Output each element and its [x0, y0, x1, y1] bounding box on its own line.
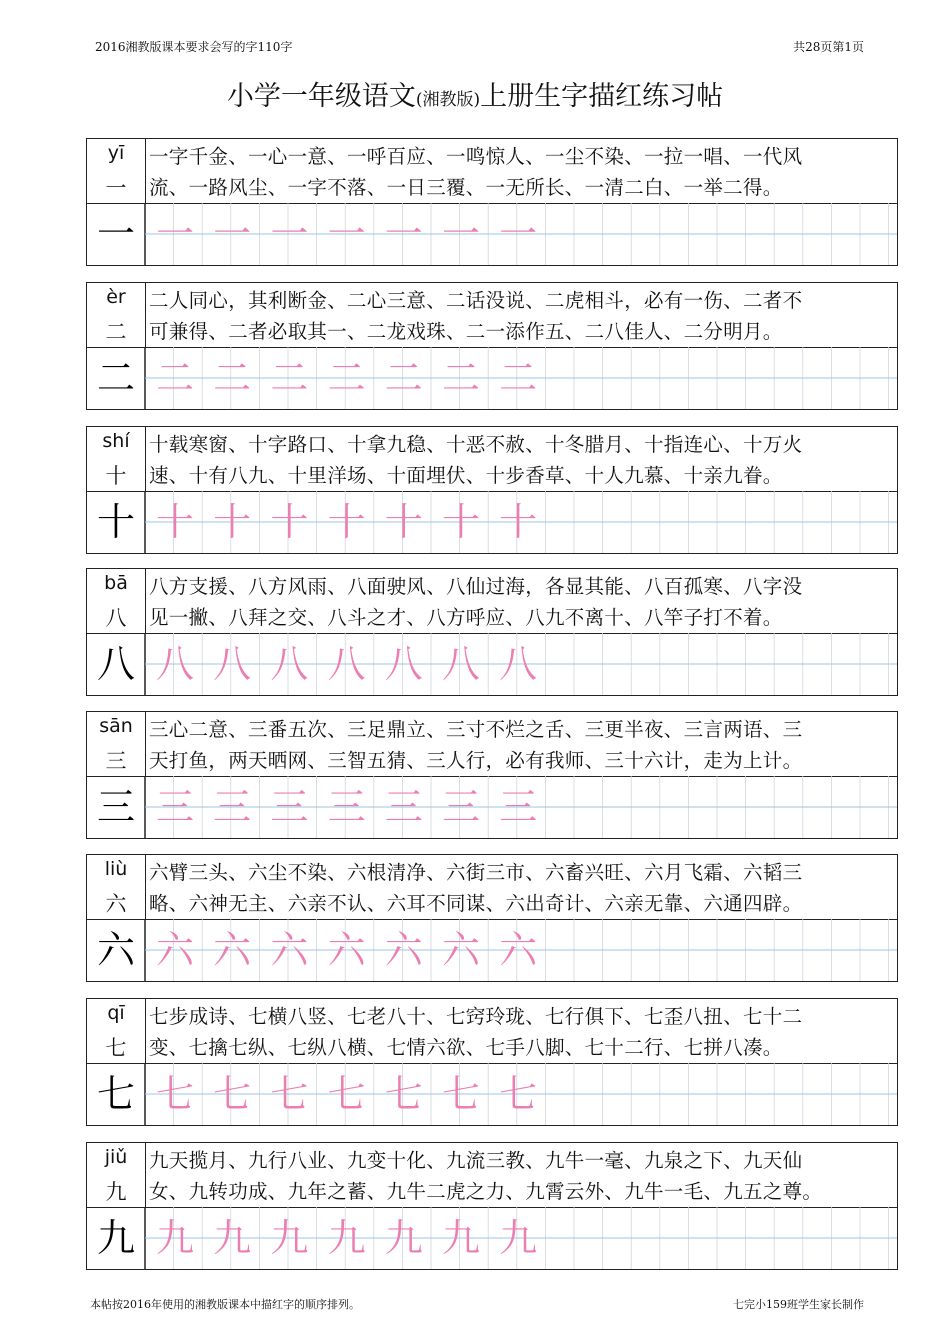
- character-label: 八: [105, 606, 127, 630]
- writing-practice-row: [87, 203, 897, 265]
- trace-character[interactable]: 七: [384, 1072, 423, 1116]
- trace-character[interactable]: 二: [499, 356, 538, 400]
- pinyin-cell: [87, 855, 146, 919]
- character-label: 七: [105, 1036, 127, 1060]
- idiom-line: 三心二意、三番五次、三足鼎立、三寸不烂之舌、三更半夜、三言两语、三: [149, 718, 803, 741]
- character-label: 三: [105, 749, 127, 773]
- model-character: 十: [96, 500, 135, 544]
- trace-character[interactable]: 七: [155, 1072, 194, 1116]
- trace-character[interactable]: 三: [270, 785, 309, 829]
- model-character: 八: [96, 642, 135, 686]
- trace-character[interactable]: 九: [270, 1216, 309, 1260]
- trace-character[interactable]: 十: [384, 500, 423, 544]
- idiom-list: [149, 1145, 893, 1207]
- trace-character[interactable]: 七: [270, 1072, 309, 1116]
- pinyin-cell: [87, 712, 146, 776]
- pinyin-cell: [87, 139, 146, 203]
- idiom-line: 七步成诗、七横八竖、七老八十、七窍玲珑、七行俱下、七歪八扭、七十二: [149, 1005, 803, 1028]
- trace-character[interactable]: 三: [499, 785, 538, 829]
- writing-practice-row: [87, 919, 897, 981]
- writing-practice-row: [87, 347, 897, 409]
- pinyin: liù: [104, 858, 128, 880]
- idiom-list: [149, 857, 893, 919]
- idiom-line: 见一撇、八拜之交、八斗之才、八方呼应、八九不离十、八竿子打不着。: [149, 606, 783, 629]
- idiom-list: [149, 141, 893, 203]
- trace-character[interactable]: 八: [384, 642, 423, 686]
- char-info-row: [87, 569, 897, 634]
- character-label: 九: [105, 1180, 127, 1204]
- trace-character[interactable]: 十: [155, 500, 194, 544]
- trace-character[interactable]: 六: [327, 928, 366, 972]
- char-block: [86, 138, 898, 266]
- character-label: 一: [105, 176, 127, 200]
- writing-practice-row: [87, 1207, 897, 1269]
- trace-character[interactable]: 十: [270, 500, 309, 544]
- trace-character[interactable]: 七: [499, 1072, 538, 1116]
- idiom-line: 二人同心，其利断金、二心三意、二话没说、二虎相斗，必有一伤、二者不: [149, 289, 803, 312]
- char-info-row: [87, 999, 897, 1064]
- trace-character[interactable]: 七: [441, 1072, 480, 1116]
- writing-practice-row: [87, 633, 897, 695]
- idiom-line: 略、六神无主、六亲不认、六耳不同谋、六出奇计、六亲无靠、六通四辟。: [149, 892, 803, 915]
- pinyin: sān: [99, 715, 133, 737]
- character-label: 十: [105, 464, 127, 488]
- trace-character[interactable]: 一: [499, 212, 538, 256]
- trace-character[interactable]: 十: [213, 500, 252, 544]
- idiom-line: 天打鱼，两天晒网、三智五猜、三人行，必有我师、三十六计，走为上计。: [149, 749, 803, 772]
- idiom-line: 六臂三头、六尘不染、六根清净、六街三市、六畜兴旺、六月飞霜、六韬三: [149, 861, 803, 884]
- pinyin-cell: [87, 569, 146, 633]
- trace-character[interactable]: 二: [441, 356, 480, 400]
- trace-character[interactable]: 六: [384, 928, 423, 972]
- trace-character[interactable]: 三: [384, 785, 423, 829]
- pinyin: bā: [104, 572, 128, 594]
- header-doc-description: 2016湘教版课本要求会写的字110字: [95, 40, 293, 54]
- title-tail: 上册生字描红练习帖: [480, 81, 724, 112]
- trace-character[interactable]: 七: [213, 1072, 252, 1116]
- pinyin-cell: [87, 283, 146, 347]
- writing-practice-row: [87, 1063, 897, 1125]
- trace-character[interactable]: 八: [270, 642, 309, 686]
- idiom-line: 可兼得、二者必取其一、二龙戏珠、二一添作五、二八佳人、二分明月。: [149, 320, 783, 343]
- title-edition: (湘教版): [415, 90, 481, 110]
- trace-character[interactable]: 三: [213, 785, 252, 829]
- trace-character[interactable]: 一: [327, 212, 366, 256]
- trace-character[interactable]: 八: [327, 642, 366, 686]
- char-info-row: [87, 712, 897, 777]
- char-info-row: [87, 855, 897, 920]
- trace-character[interactable]: 八: [213, 642, 252, 686]
- char-block: [86, 568, 898, 696]
- trace-character[interactable]: 八: [155, 642, 194, 686]
- title-main: 小学一年级语文: [226, 81, 416, 112]
- trace-character[interactable]: 九: [213, 1216, 252, 1260]
- trace-character[interactable]: 三: [441, 785, 480, 829]
- trace-character[interactable]: 二: [384, 356, 423, 400]
- model-character: 七: [96, 1072, 135, 1116]
- char-info-row: [87, 139, 897, 204]
- trace-character[interactable]: 六: [270, 928, 309, 972]
- trace-character[interactable]: 六: [441, 928, 480, 972]
- trace-character[interactable]: 九: [441, 1216, 480, 1260]
- pinyin-cell: [87, 999, 146, 1063]
- trace-character[interactable]: 八: [499, 642, 538, 686]
- char-info-row: [87, 283, 897, 348]
- trace-character[interactable]: 九: [384, 1216, 423, 1260]
- header-page-number: 共28页第1页: [793, 40, 864, 54]
- trace-character[interactable]: 六: [213, 928, 252, 972]
- trace-character[interactable]: 六: [499, 928, 538, 972]
- idiom-line: 变、七擒七纵、七纵八横、七情六欲、七手八脚、七十二行、七拼八凑。: [149, 1036, 783, 1059]
- char-block: [86, 854, 898, 982]
- model-character: 三: [96, 785, 135, 829]
- pinyin: qī: [107, 1002, 125, 1024]
- trace-character[interactable]: 九: [327, 1216, 366, 1260]
- trace-character[interactable]: 一: [155, 212, 194, 256]
- trace-character[interactable]: 一: [213, 212, 252, 256]
- pinyin: shí: [102, 430, 130, 452]
- idiom-list: [149, 714, 893, 776]
- trace-character[interactable]: 二: [270, 356, 309, 400]
- trace-character[interactable]: 二: [155, 356, 194, 400]
- idiom-line: 速、十有八九、十里洋场、十面埋伏、十步香草、十人九慕、十亲九眷。: [149, 464, 783, 487]
- trace-character[interactable]: 二: [213, 356, 252, 400]
- writing-practice-row: [87, 491, 897, 553]
- char-block: [86, 1142, 898, 1270]
- pinyin: èr: [106, 286, 126, 308]
- model-character: 二: [96, 356, 135, 400]
- trace-character[interactable]: 十: [327, 500, 366, 544]
- trace-character[interactable]: 八: [441, 642, 480, 686]
- character-label: 二: [105, 320, 127, 344]
- trace-character[interactable]: 七: [327, 1072, 366, 1116]
- idiom-list: [149, 285, 893, 347]
- char-block: [86, 282, 898, 410]
- char-info-row: [87, 427, 897, 492]
- char-block: [86, 998, 898, 1126]
- trace-character[interactable]: 一: [384, 212, 423, 256]
- trace-character[interactable]: 三: [155, 785, 194, 829]
- trace-character[interactable]: 二: [327, 356, 366, 400]
- trace-character[interactable]: 一: [270, 212, 309, 256]
- trace-character[interactable]: 十: [441, 500, 480, 544]
- idiom-list: [149, 571, 893, 633]
- pinyin: jiǔ: [104, 1146, 128, 1168]
- idiom-line: 八方支援、八方风雨、八面驶风、八仙过海，各显其能、八百孤寒、八字没: [149, 575, 803, 598]
- idiom-list: [149, 1001, 893, 1063]
- char-block: [86, 426, 898, 554]
- writing-practice-row: [87, 776, 897, 838]
- trace-character[interactable]: 一: [441, 212, 480, 256]
- idiom-line: 流、一路风尘、一字不落、一日三覆、一无所长、一清二白、一举二得。: [149, 176, 783, 199]
- pinyin-cell: [87, 1143, 146, 1207]
- char-info-row: [87, 1143, 897, 1208]
- idiom-line: 女、九转功成、九年之蓄、九牛二虎之力、九霄云外、九牛一毛、九五之尊。: [149, 1180, 823, 1203]
- trace-character[interactable]: 九: [499, 1216, 538, 1260]
- trace-character[interactable]: 三: [327, 785, 366, 829]
- idiom-line: 十载寒窗、十字路口、十拿九稳、十恶不赦、十冬腊月、十指连心、十万火: [149, 433, 803, 456]
- idiom-line: 一字千金、一心一意、一呼百应、一鸣惊人、一尘不染、一拉一唱、一代风: [149, 145, 803, 168]
- char-block: [86, 711, 898, 839]
- page-title: [0, 74, 950, 113]
- idiom-list: [149, 429, 893, 491]
- trace-character[interactable]: 六: [155, 928, 194, 972]
- pinyin: yī: [107, 142, 125, 164]
- trace-character[interactable]: 十: [499, 500, 538, 544]
- model-character: 一: [96, 212, 135, 256]
- footer-note: 本帖按2016年使用的湘教版课本中描红字的顺序排列。: [90, 1298, 360, 1311]
- pinyin-cell: [87, 427, 146, 491]
- character-label: 六: [105, 892, 127, 916]
- model-character: 九: [96, 1216, 135, 1260]
- footer-author: 七完小159班学生家长制作: [733, 1298, 864, 1311]
- model-character: 六: [96, 928, 135, 972]
- idiom-line: 九天揽月、九行八业、九变十化、九流三教、九牛一毫、九泉之下、九天仙: [149, 1149, 803, 1172]
- trace-character[interactable]: 九: [155, 1216, 194, 1260]
